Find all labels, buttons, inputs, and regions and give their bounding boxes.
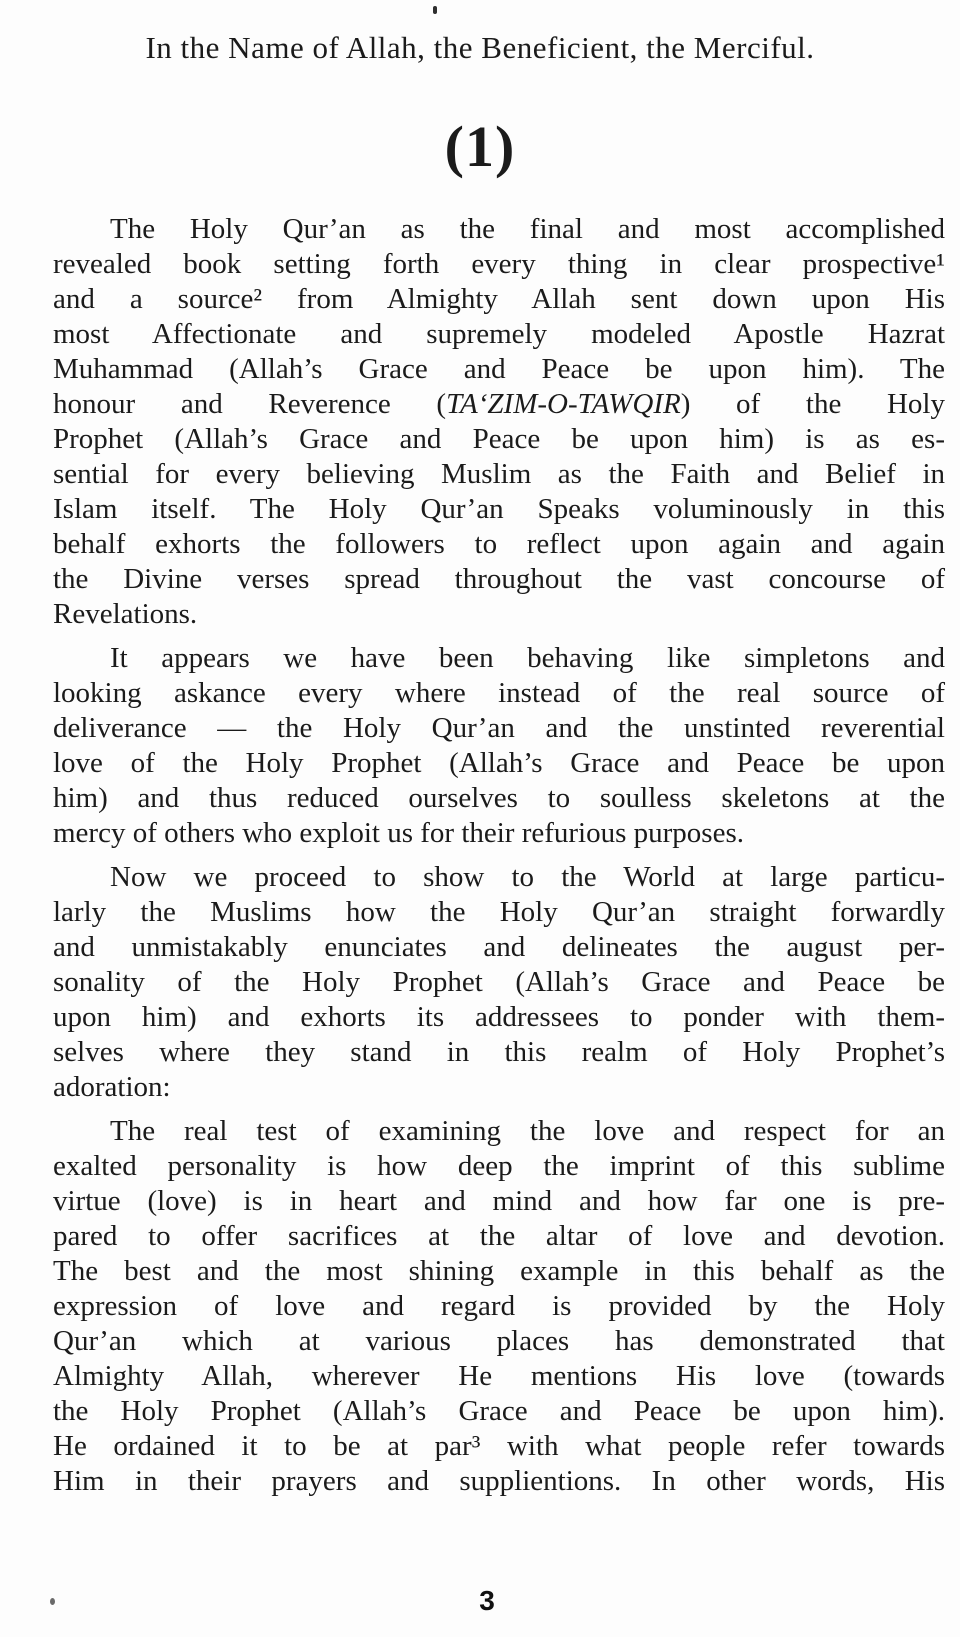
page-number: 3 — [479, 1585, 495, 1616]
text-line: and unmistakably enunciates and delineates the august per- — [53, 931, 945, 963]
text-line: Now we proceed to show to the World at large particu- — [110, 861, 945, 893]
text-line: Muhammad (Allah’s Grace and Peace be upon him). The — [53, 353, 945, 385]
text-line: adoration: — [53, 1071, 171, 1103]
paragraph-2 — [53, 641, 945, 851]
text-line: Almighty Allah, wherever He mentions His love (towards — [53, 1360, 945, 1392]
text-segment: ) of the Holy — [680, 388, 945, 420]
text-line: sential for every believing Muslim as the Faith and Belief in — [53, 458, 945, 490]
bismillah-header: In the Name of Allah, the Beneficient, the Merciful. — [145, 30, 815, 65]
text-line: The real test of examining the love and respect for an — [110, 1115, 945, 1147]
text-line: mercy of others who exploit us for their refurious purposes. — [53, 817, 745, 849]
text-line: most Affectionate and supremely modeled Apostle Hazrat — [53, 318, 945, 350]
text-line: behalf exhorts the followers to reflect upon again and again — [53, 528, 945, 560]
transliteration-italic: TA‘ZIM-O-TAWQIR — [446, 388, 681, 420]
scan-artifact-dot — [433, 6, 437, 14]
text-line: He ordained it to be at par³ with what people refer towards — [53, 1430, 945, 1462]
text-line: looking askance every where instead of the real source of — [53, 677, 945, 709]
text-line: It appears we have been behaving like simpletons and — [110, 642, 945, 674]
text-line: the Divine verses spread throughout the vast concourse of — [53, 563, 945, 595]
text-line: Him in their prayers and supplientions. In other words, His — [53, 1465, 945, 1497]
text-line: selves where they stand in this realm of Holy Prophet’s — [53, 1036, 945, 1068]
paragraph-4 — [53, 1114, 945, 1499]
text-line: The Holy Qur’an as the final and most accomplished — [110, 213, 945, 245]
text-line: exalted personality is how deep the imprint of this sublime — [53, 1150, 945, 1182]
text-line: Revelations. — [53, 598, 198, 630]
text-line: pared to offer sacrifices at the altar of love and devotion. — [53, 1220, 945, 1252]
paragraph-1 — [53, 212, 945, 632]
text-line: Qur’an which at various places has demonstrated that — [53, 1325, 945, 1357]
text-line: love of the Holy Prophet (Allah’s Grace and Peace be upon — [53, 747, 945, 779]
text-line: revealed book setting forth every thing in clear prospective¹ — [53, 248, 945, 280]
text-line: sonality of the Holy Prophet (Allah’s Grace and Peace be — [53, 966, 945, 998]
body-text — [53, 212, 945, 1508]
text-line: Prophet (Allah’s Grace and Peace be upon him) is as es- — [53, 423, 945, 455]
text-line: deliverance — the Holy Qur’an and the unstinted reverential — [53, 712, 945, 744]
text-line: expression of love and regard is provided by the Holy — [53, 1290, 945, 1322]
section-number-heading: (1) — [444, 114, 516, 179]
text-line: upon him) and exhorts its addressees to ponder with them- — [53, 1001, 945, 1033]
text-line: the Holy Prophet (Allah’s Grace and Peace be upon him). — [53, 1395, 945, 1427]
text-line: Islam itself. The Holy Qur’an Speaks voluminously in this — [53, 493, 945, 525]
text-line: and a source² from Almighty Allah sent down upon His — [53, 283, 945, 315]
text-segment: honour and Reverence ( — [53, 388, 447, 420]
paragraph-3 — [53, 860, 945, 1105]
text-line: him) and thus reduced ourselves to soulless skeletons at the — [53, 782, 945, 814]
text-line: The best and the most shining example in this behalf as the — [53, 1255, 945, 1287]
text-line: larly the Muslims how the Holy Qur’an straight forwardly — [53, 896, 945, 928]
text-line — [53, 387, 945, 422]
text-line: virtue (love) is in heart and mind and how far one is pre- — [53, 1185, 945, 1217]
scan-artifact-dot — [50, 1598, 55, 1605]
